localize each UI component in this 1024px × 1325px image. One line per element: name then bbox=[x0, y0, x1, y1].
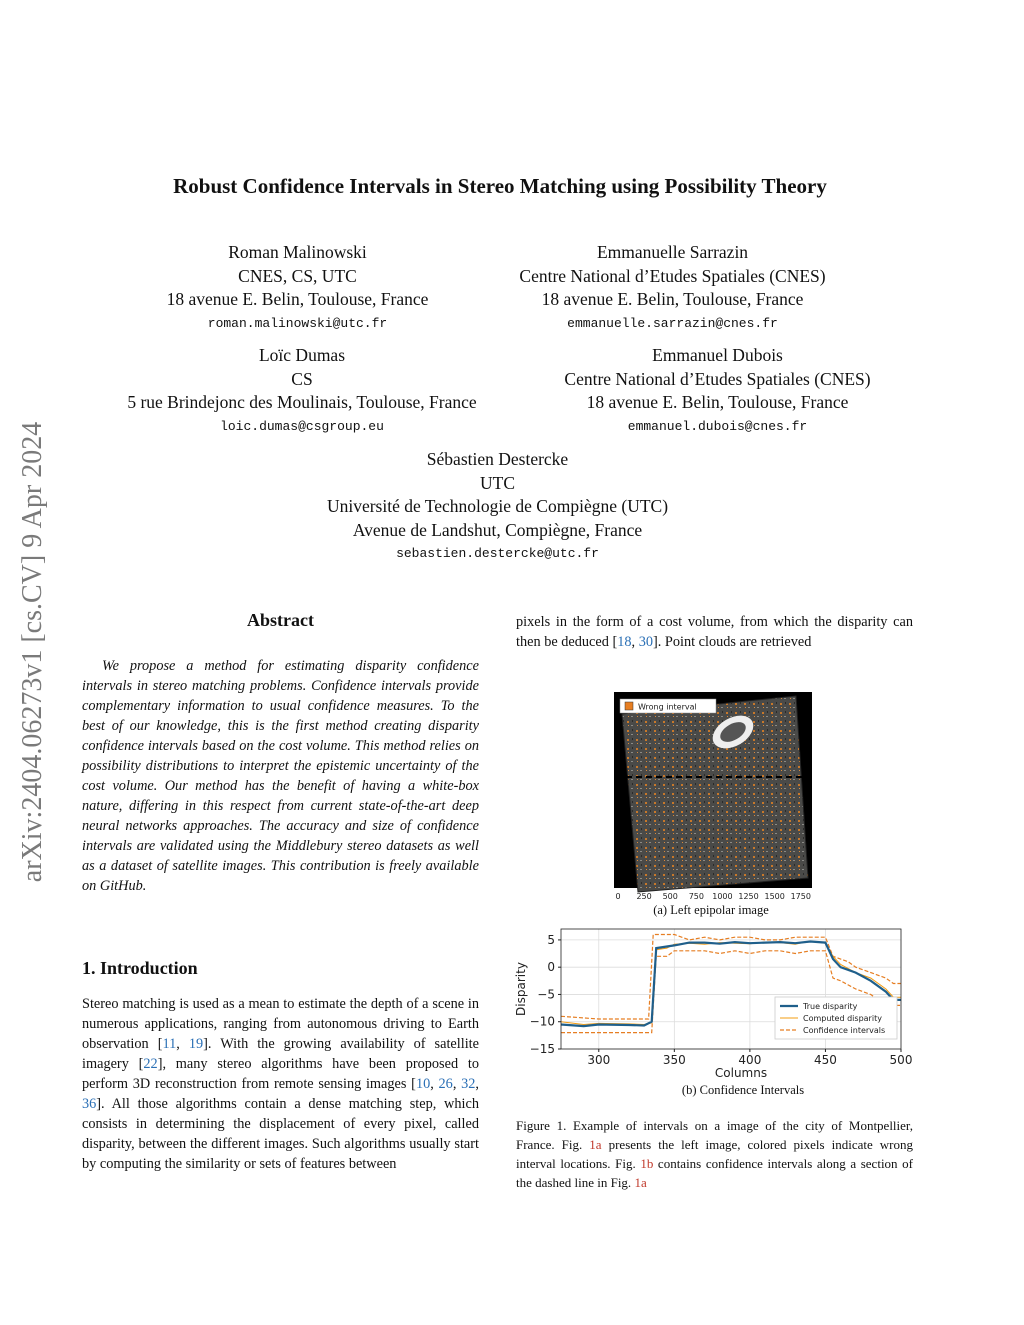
author-address: 18 avenue E. Belin, Toulouse, France bbox=[586, 392, 849, 412]
author-affiliation-2: Université de Technologie de Compiègne (UTC) bbox=[326, 496, 669, 516]
y-tick-label: −15 bbox=[529, 1042, 555, 1056]
y-tick-label: −5 bbox=[537, 987, 555, 1002]
figure-1b bbox=[510, 922, 920, 1082]
y-tick-label: −10 bbox=[529, 1014, 555, 1029]
map-xtick-label: 750 bbox=[688, 892, 704, 901]
author-email[interactable]: roman.malinowski@utc.fr bbox=[207, 315, 388, 331]
author-block-3 bbox=[92, 344, 512, 439]
author-block-2 bbox=[490, 241, 855, 336]
figure-1a bbox=[608, 692, 814, 902]
abstract-heading: Abstract bbox=[247, 610, 314, 630]
abstract-text: We propose a method for estimating disparity confidence intervals in stereo matching problems. Confidence intervals provide complementary information to usual confidence measures. To the best of our knowledge, this is the first method creating disparity confidence intervals based on the cost volume. This method relies on possibility distributions to interpret the epistemic uncertainty of the cost volume. Our method has the benefit of having a white-box nature, differing in this respect from current state-of-the-art deep neural networks approaches. The accuracy and size of confidence intervals are validated using the Middlebury stereo datasets as well as a dataset of satellite images. This contribution is freely available on GitHub. bbox=[82, 658, 479, 894]
author-email[interactable]: loic.dumas@csgroup.eu bbox=[220, 418, 384, 434]
citation-link[interactable]: 26 bbox=[438, 1076, 453, 1092]
x-tick-label: 500 bbox=[889, 1053, 913, 1067]
author-name: Loïc Dumas bbox=[258, 345, 346, 365]
legend-label: Confidence intervals bbox=[803, 1026, 886, 1035]
figure-caption bbox=[516, 1116, 913, 1192]
x-tick-label: 400 bbox=[738, 1053, 762, 1067]
y-tick-label: 5 bbox=[547, 932, 555, 947]
author-block-4 bbox=[530, 344, 905, 439]
text-run: , bbox=[631, 634, 639, 650]
map-legend-label: Wrong interval bbox=[638, 702, 697, 712]
author-email[interactable]: emmanuel.dubois@cnes.fr bbox=[627, 418, 808, 434]
text-run: , bbox=[475, 1076, 479, 1092]
figure-1b-caption: (b) Confidence Intervals bbox=[681, 1083, 805, 1097]
x-tick-label: 300 bbox=[587, 1053, 611, 1067]
citation-link[interactable]: 19 bbox=[188, 1036, 204, 1052]
author-address: 18 avenue E. Belin, Toulouse, France bbox=[541, 289, 804, 309]
author-address: 18 avenue E. Belin, Toulouse, France bbox=[166, 289, 429, 309]
map-xtick-label: 250 bbox=[636, 892, 652, 901]
citation-link[interactable]: 18 bbox=[617, 634, 632, 650]
figure-ref-link[interactable]: 1a bbox=[589, 1137, 602, 1152]
author-name: Roman Malinowski bbox=[228, 242, 367, 262]
author-address: 5 rue Brindejonc des Moulinais, Toulouse, France bbox=[127, 392, 477, 412]
text-run: ]. With the growing availability of satellite imagery [ bbox=[82, 1036, 479, 1072]
intro-paragraph bbox=[82, 994, 479, 1174]
paper-title: Robust Confidence Intervals in Stereo Matching using Possibility Theory bbox=[173, 174, 827, 198]
y-tick-label: 0 bbox=[547, 960, 555, 975]
author-affiliation: Centre National d’Etudes Spatiales (CNES) bbox=[564, 368, 871, 389]
text-run: , bbox=[452, 1076, 462, 1092]
x-tick-label: 450 bbox=[813, 1053, 837, 1067]
citation-link[interactable]: 11 bbox=[162, 1036, 177, 1052]
author-email[interactable]: emmanuelle.sarrazin@cnes.fr bbox=[567, 315, 778, 331]
author-block-1 bbox=[120, 241, 475, 336]
text-run: pixels in the form of a cost volume, from which the disparity can then be deduced [ bbox=[516, 614, 913, 650]
text-run: presents the left image, colored pixels indicate wrong interval locations. Fig. bbox=[516, 1137, 914, 1171]
confidence-interval-chart bbox=[510, 922, 920, 1082]
text-run: Figure 1. Example of intervals on a image of the city of Montpellier, France. Fig. bbox=[516, 1118, 913, 1152]
y-axis-label: Disparity bbox=[514, 962, 528, 1016]
text-run: contains confidence intervals along a section of the dashed line in Fig. bbox=[516, 1156, 913, 1190]
figure-ref-link[interactable]: 1a bbox=[634, 1175, 647, 1190]
x-axis-label: Columns bbox=[714, 1066, 768, 1080]
author-email[interactable]: sebastien.destercke@utc.fr bbox=[396, 546, 599, 561]
map-xtick-label: 0 bbox=[615, 892, 621, 901]
author-name: Sébastien Destercke bbox=[426, 449, 569, 469]
text-run: ]. Point clouds are retrieved bbox=[652, 634, 812, 650]
x-tick-label: 350 bbox=[662, 1053, 686, 1067]
legend-label: Computed disparity bbox=[803, 1014, 882, 1023]
citation-link[interactable]: 36 bbox=[82, 1096, 97, 1112]
text-run: , bbox=[176, 1036, 189, 1052]
map-xtick-label: 500 bbox=[662, 892, 678, 901]
author-affiliation: UTC bbox=[480, 472, 515, 493]
author-name: Emmanuel Dubois bbox=[652, 345, 783, 365]
text-run: ], many stereo algorithms have been proposed to perform 3D reconstruction from remote sensing images [ bbox=[82, 1056, 479, 1092]
author-address: Avenue de Landshut, Compiègne, France bbox=[352, 519, 643, 540]
author-affiliation: CNES, CS, UTC bbox=[238, 265, 357, 286]
author-affiliation: CS bbox=[291, 368, 313, 389]
figure-1a-caption: (a) Left epipolar image bbox=[653, 903, 769, 917]
text-run: Stereo matching is used as a mean to estimate the depth of a scene in numerous applications, ranging from autonomous driving to Earth observation [ bbox=[82, 996, 479, 1052]
map-xtick-label: 1000 bbox=[712, 892, 733, 901]
figure-ref-link[interactable]: 1b bbox=[640, 1156, 654, 1171]
map-xtick-label: 1250 bbox=[738, 892, 759, 901]
text-run: , bbox=[430, 1076, 439, 1092]
right-column-paragraph bbox=[516, 612, 913, 652]
intro-heading: 1. Introduction bbox=[82, 958, 198, 978]
arxiv-stamp: arXiv:2404.06273v1 [cs.CV] 9 Apr 2024 bbox=[17, 421, 48, 883]
author-block-5 bbox=[250, 448, 745, 566]
satellite-image bbox=[608, 692, 814, 902]
map-xtick-label: 1750 bbox=[790, 892, 811, 901]
legend-label: True disparity bbox=[803, 1002, 858, 1011]
citation-link[interactable]: 32 bbox=[461, 1076, 476, 1092]
author-affiliation: Centre National d’Etudes Spatiales (CNES) bbox=[519, 265, 826, 286]
citation-link[interactable]: 30 bbox=[638, 634, 653, 650]
map-xtick-label: 1500 bbox=[764, 892, 785, 901]
text-run: ]. All those algorithms contain a dense matching step, which consists in determining the displacement of every pixel, called disparity, between the different images. Such algorithms usually start by computing the similarity or sets of features between bbox=[82, 1096, 479, 1172]
citation-link[interactable]: 22 bbox=[143, 1056, 158, 1072]
author-name: Emmanuelle Sarrazin bbox=[596, 242, 749, 262]
citation-link[interactable]: 10 bbox=[415, 1076, 431, 1092]
